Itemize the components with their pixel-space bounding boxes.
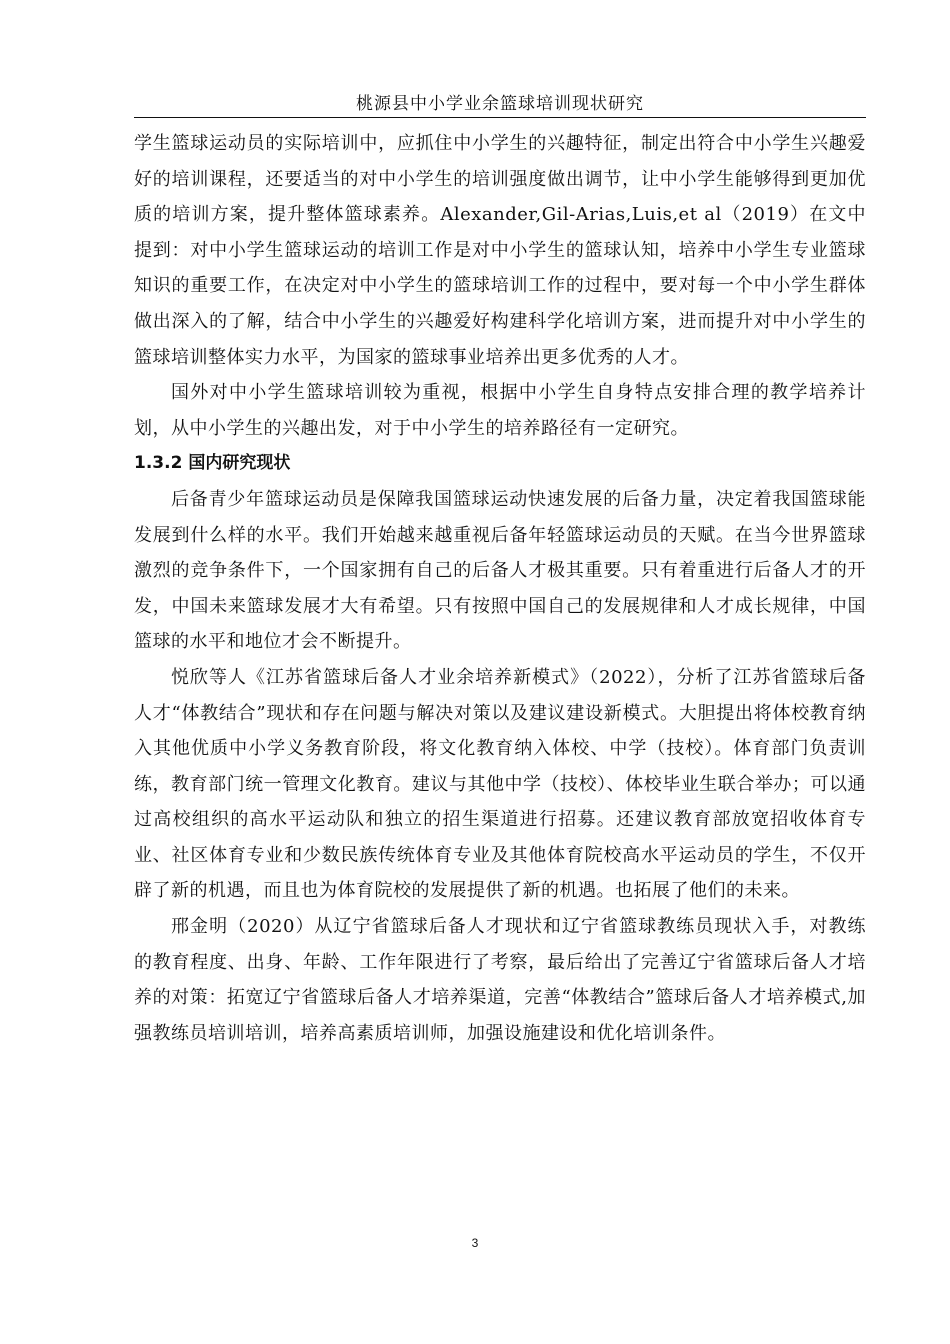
header-rule [134, 117, 866, 118]
body-paragraph-continued: 学生篮球运动员的实际培训中，应抓住中小学生的兴趣特征，制定出符合中小学生兴趣爱好的培训课程，还要适当的对中小学生的培训强度做出调节，让中小学生能够得到更加优质的培训方案，提升整体篮球素养。Alexander,Gil-Arias,Luis,et al（2019）在文中提到：对中小学生篮球运动的培训工作是对中小学生的篮球认知，培养中小学生专业篮球知识的重要工作，在决定对中小学生的篮球培训工作的过程中，要对每一个中小学生群体做出深入的了解，结合中小学生的兴趣爱好构建科学化培训方案，进而提升对中小学生的篮球培训整体实力水平，为国家的篮球事业培养出更多优秀的人才。 [134, 133, 866, 368]
body-paragraph-foreign-summary: 国外对中小学生篮球培训较为重视，根据中小学生自身特点安排合理的教学培养计划，从中小学生的兴趣出发，对于中小学生的培养路径有一定研究。 [134, 382, 866, 439]
page-number: 3 [471, 1236, 479, 1250]
section-paragraph-yuexin: 悦欣等人《江苏省篮球后备人才业余培养新模式》（2022），分析了江苏省篮球后备人才“体教结合”现状和存在问题与解决对策以及建议建设新模式。大胆提出将体校教育纳入其他优质中小学义务教育阶段，将文化教育纳入体校、中学（技校）。体育部门负责训练，教育部门统一管理文化教育。建议与其他中学（技校）、体校毕业生联合举办；可以通过高校组织的高水平运动队和独立的招生渠道进行招募。还建议教育部放宽招收体育专业、社区体育专业和少数民族传统体育专业及其他体育院校高水平运动员的学生，不仅开辟了新的机遇，而且也为体育院校的发展提供了新的机遇。也拓展了他们的未来。 [134, 666, 866, 902]
section-heading: 1.3.2 国内研究现状 [134, 453, 291, 474]
running-header-title: 桃源县中小学业余篮球培训现状研究 [356, 94, 644, 114]
page-body [134, 126, 866, 1051]
section-paragraph-reserve-talent: 后备青少年篮球运动员是保障我国篮球运动快速发展的后备力量，决定着我国篮球能发展到什么样的水平。我们开始越来越重视后备年轻篮球运动员的天赋。在当今世界篮球激烈的竞争条件下，一个国家拥有自己的后备人才极其重要。只有着重进行后备人才的开发，中国未来篮球发展才大有希望。只有按照中国自己的发展规律和人才成长规律，中国篮球的水平和地位才会不断提升。 [134, 488, 866, 653]
section-paragraph-xingjinming: 邢金明（2020）从辽宁省篮球后备人才现状和辽宁省篮球教练员现状入手，对教练的教育程度、出身、年龄、工作年限进行了考察，最后给出了完善辽宁省篮球后备人才培养的对策：拓宽辽宁省篮球后备人才培养渠道，完善“体教结合”篮球后备人才培养模式,加强教练员培训培训，培养高素质培训师，加强设施建设和优化培训条件。 [134, 916, 866, 1044]
